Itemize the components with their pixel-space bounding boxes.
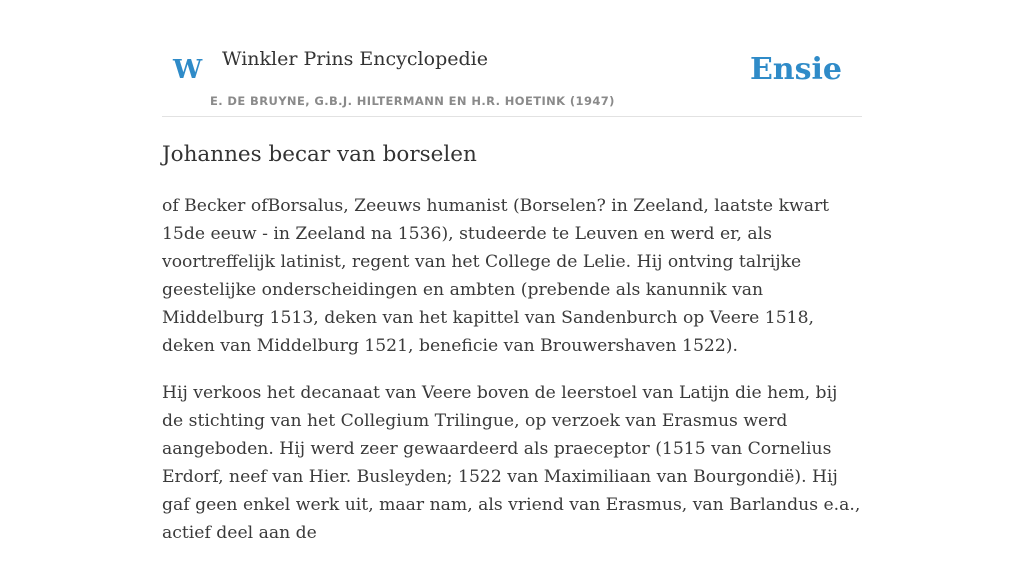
publication-logo[interactable]: W bbox=[173, 55, 203, 85]
publication-title[interactable]: Winkler Prins Encyclopedie bbox=[222, 48, 488, 70]
article-body bbox=[162, 192, 862, 566]
article-title: Johannes becar van borselen bbox=[162, 142, 477, 167]
article-paragraph: Hij verkoos het decanaat van Veere boven de leerstoel van Latijn die hem, bij de stichting van het Collegium Trilingue, op verzoek van Erasmus werd aangeboden. Hij werd zeer gewaardeerd als praeceptor (1515 van Cornelius Erdorf, neef van Hier. Busleyden; 1522 van Maximiliaan van Bourgondië). Hij gaf geen enkel werk uit, maar nam, als vriend van Erasmus, van Barlandus e.a., actief deel aan de bbox=[162, 383, 861, 543]
brand-logo[interactable]: Ensie bbox=[749, 52, 842, 87]
publication-authors: E. DE BRUYNE, G.B.J. HILTERMANN EN H.R. HOETINK (1947) bbox=[210, 94, 615, 108]
article-paragraph: of Becker ofBorsalus, Zeeuws humanist (Borselen? in Zeeland, laatste kwart 15de eeuw - in Zeeland na 1536), studeerde te Leuven en werd er, als voortreffelijk latinist, regent van het College de Lelie. Hij ontving talrijke geestelijke onderscheidingen en ambten (prebende als kanunnik van Middelburg 1513, deken van het kapittel van Sandenburch op Veere 1518, deken van Middelburg 1521, beneficie van Brouwershaven 1522). bbox=[162, 196, 830, 356]
header bbox=[162, 0, 862, 117]
page-container bbox=[162, 0, 862, 543]
